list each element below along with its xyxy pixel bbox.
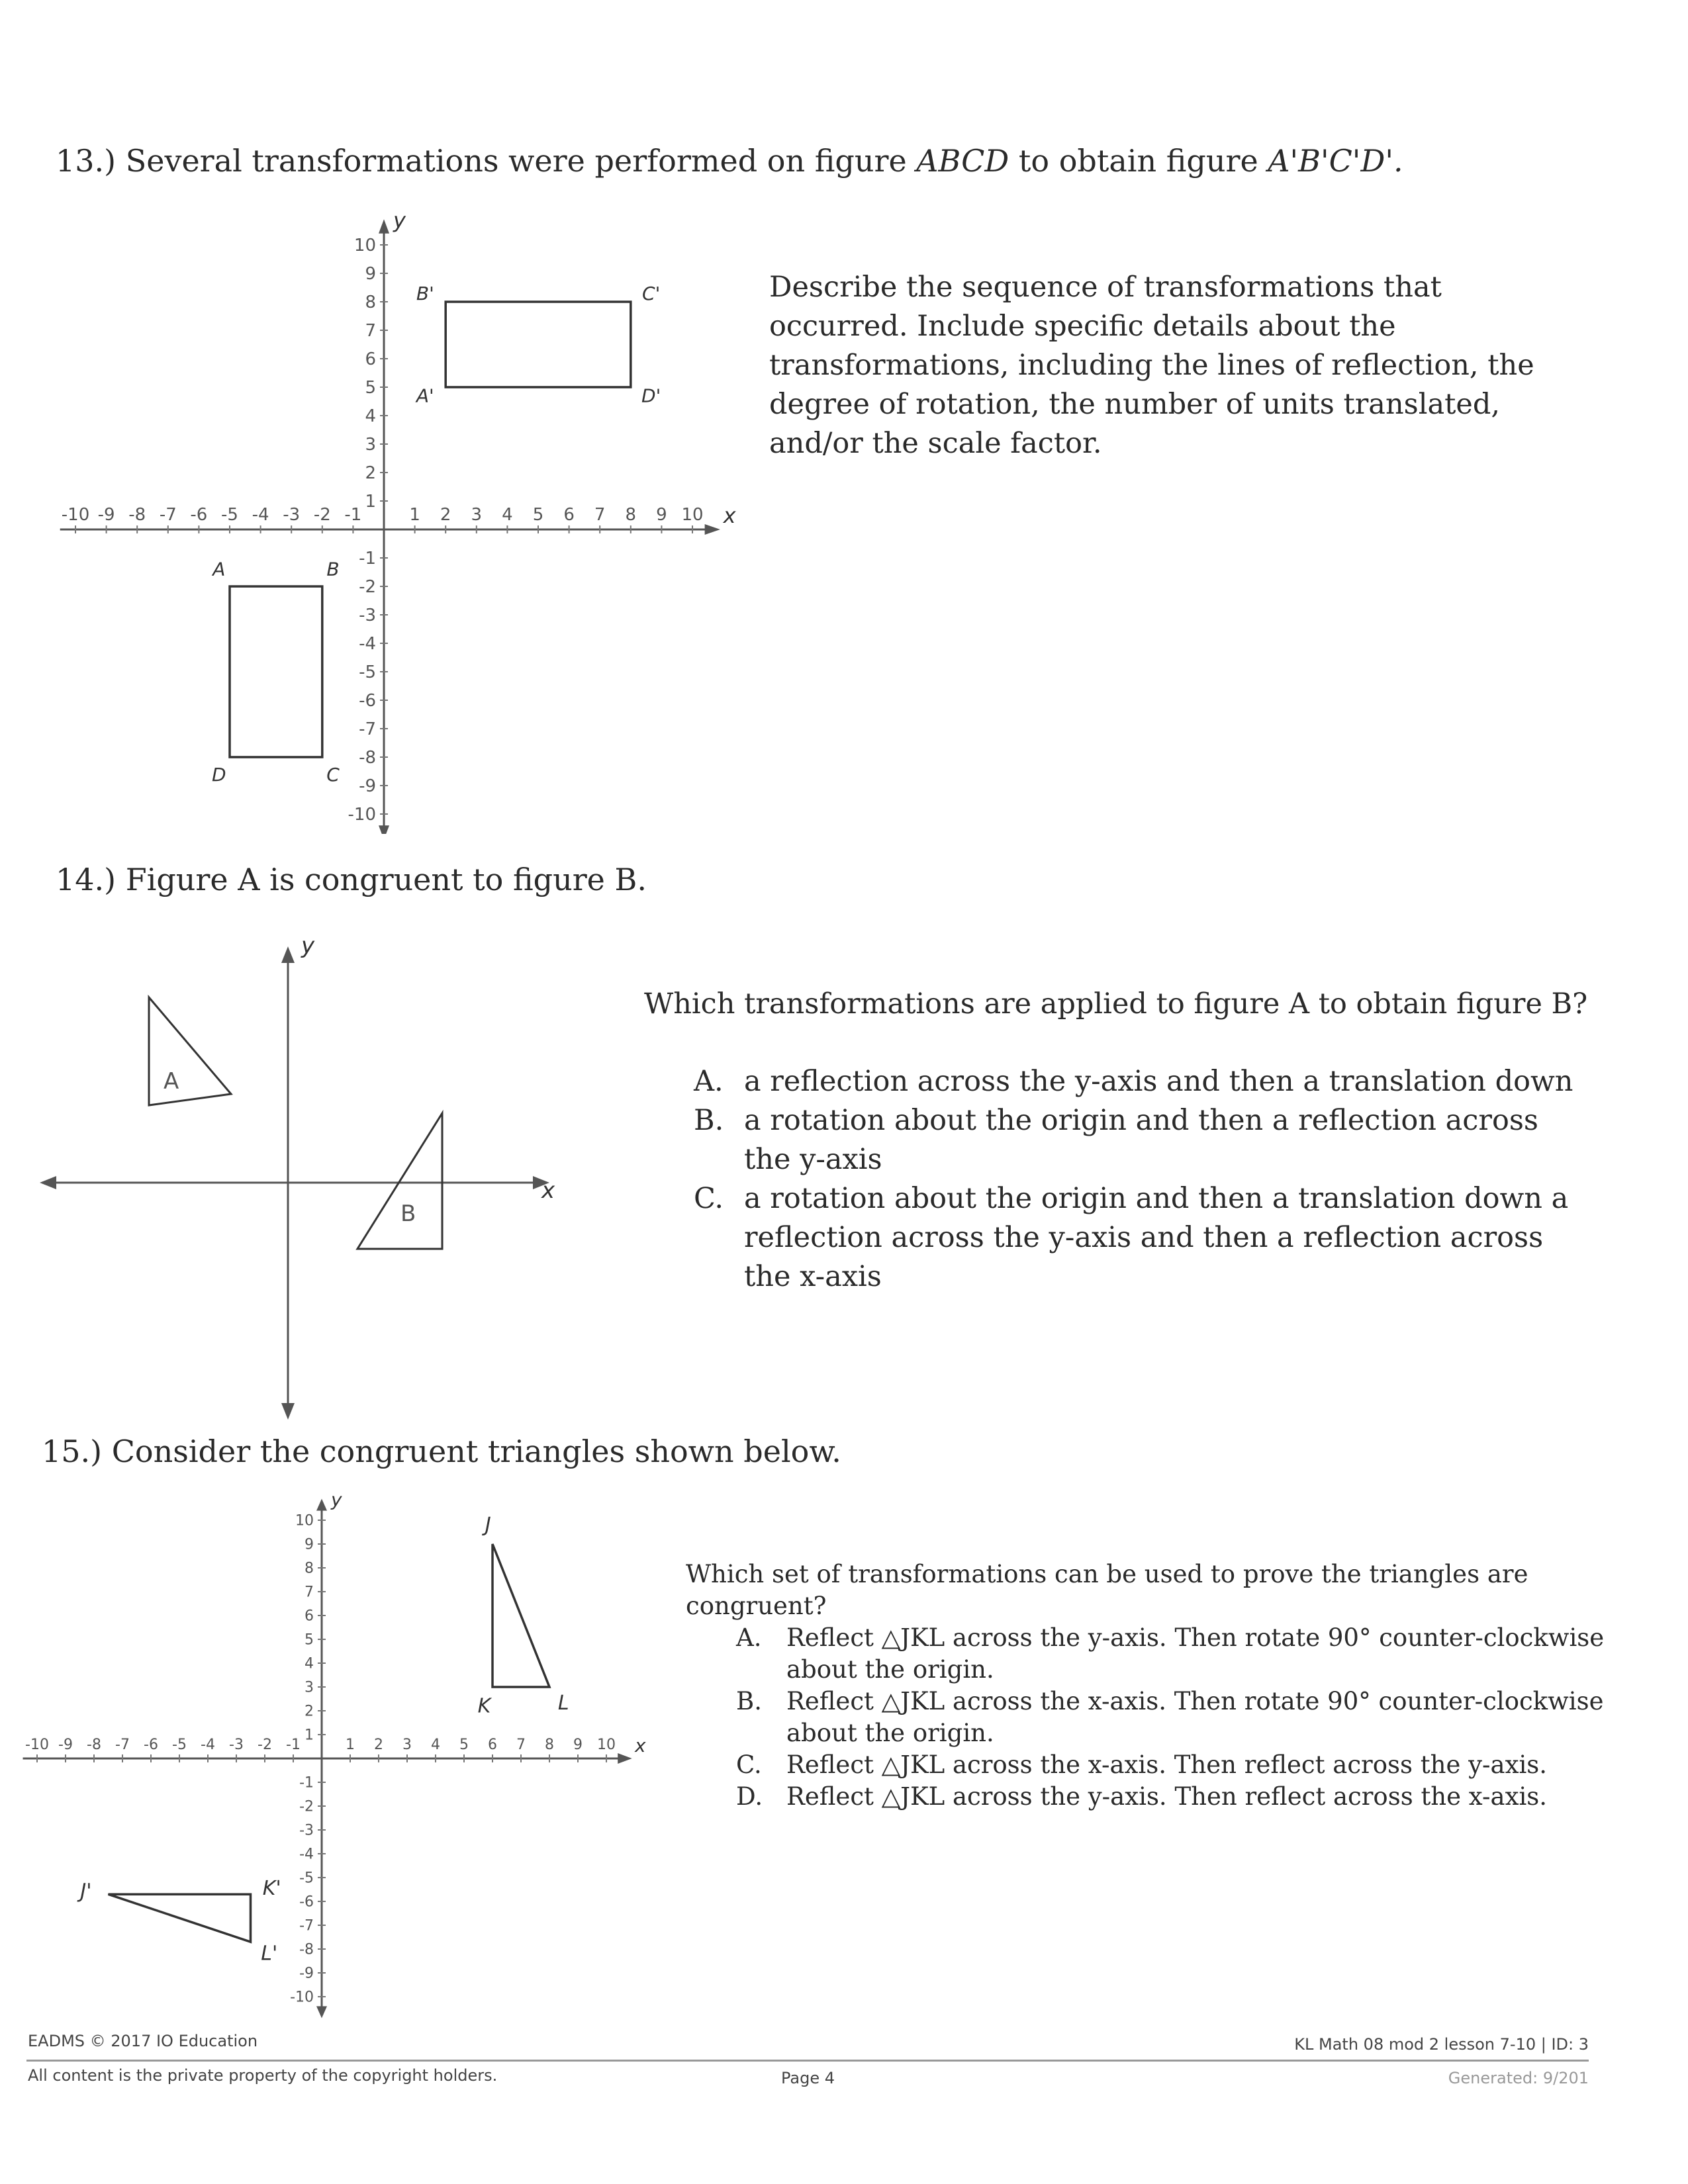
x-tick-label: -4 (252, 505, 269, 525)
y-tick-label: 1 (305, 1727, 314, 1744)
x-tick-label: -5 (172, 1737, 187, 1753)
figure-b-label: B (400, 1201, 416, 1227)
q13-prompt (769, 268, 1630, 463)
x-axis-label: x (635, 1735, 646, 1756)
choice-text-line: a rotation about the origin and then a translation down a (744, 1182, 1569, 1215)
y-axis-label: y (393, 208, 406, 234)
x-tick-label: 6 (563, 505, 575, 525)
q15-coordinate-graph (0, 0, 662, 2038)
x-axis-label: x (541, 1177, 555, 1204)
x-tick-label: -8 (87, 1737, 101, 1753)
x-tick-label: 1 (409, 505, 420, 525)
x-tick-label: 2 (440, 505, 451, 525)
choice-letter: D. (736, 1782, 763, 1811)
x-tick-label: 8 (545, 1737, 554, 1753)
y-arrow-up-icon (316, 1499, 327, 1511)
y-tick-label: -5 (299, 1870, 314, 1887)
choice-c (736, 1749, 1626, 1781)
choice-text-line: about the origin. (786, 1719, 994, 1747)
choice-c (694, 1179, 1594, 1297)
y-tick-label: -2 (359, 577, 376, 598)
q14-choices (694, 1062, 1594, 1297)
footer-publisher: EADMS © 2017 IO Education (28, 2032, 258, 2050)
x-tick-label: -2 (258, 1737, 272, 1753)
choice-text-line: a rotation about the origin and then a reflection across (744, 1104, 1538, 1137)
x-tick-label: -1 (344, 505, 362, 525)
y-axis-label: y (301, 933, 315, 959)
x-tick-label: -6 (144, 1737, 158, 1753)
choice-letter: A. (694, 1065, 724, 1098)
x-tick-label: -8 (128, 505, 146, 525)
vertex-label: J' (80, 1880, 92, 1903)
q13-prompt-line: occurred. Include specific details about the (769, 310, 1396, 343)
footer-assessment-id: KL Math 08 mod 2 lesson 7-10 | ID: 3 (1294, 2035, 1589, 2054)
y-axis-label: y (331, 1488, 342, 1511)
x-tick-label: 10 (597, 1737, 616, 1753)
q15-title: 15.) Consider the congruent triangles shown below. (42, 1433, 841, 1469)
x-tick-label: 2 (374, 1737, 383, 1753)
y-tick-label: 3 (305, 1679, 314, 1696)
y-arrow-down-icon (316, 2006, 327, 2018)
q13-prompt-line: degree of rotation, the number of units translated, (769, 388, 1501, 421)
y-tick-label: -10 (290, 1989, 314, 2006)
choice-text-line: the x-axis (744, 1260, 882, 1293)
y-tick-label: -2 (299, 1798, 314, 1815)
y-tick-label: 4 (305, 1655, 314, 1672)
y-tick-label: 4 (365, 406, 376, 427)
x-tick-label: 9 (573, 1737, 583, 1753)
x-tick-label: 9 (656, 505, 667, 525)
footer-divider (26, 2060, 1589, 2062)
y-tick-label: 2 (305, 1703, 314, 1720)
vertex-label: A (212, 558, 226, 580)
y-tick-label: 6 (305, 1608, 314, 1625)
x-tick-label: -1 (286, 1737, 301, 1753)
y-tick-label: 8 (305, 1560, 314, 1577)
y-tick-label: -3 (299, 1822, 314, 1839)
choice-text-line: reflection across the y-axis and then a reflection across (744, 1221, 1544, 1254)
y-tick-label: 5 (365, 378, 376, 398)
choice-b (694, 1101, 1594, 1179)
choice-text (744, 1101, 1538, 1179)
choice-letter: C. (736, 1751, 762, 1779)
y-tick-label: -9 (299, 1965, 314, 1982)
vertex-label: C (326, 764, 340, 786)
vertex-label: D (212, 764, 226, 786)
vertex-label: C' (642, 283, 661, 305)
choice-letter: B. (736, 1687, 762, 1715)
x-arrow-icon (618, 1753, 632, 1764)
x-tick-label: 10 (681, 505, 704, 525)
y-tick-label: 7 (365, 321, 376, 341)
choice-letter: A. (736, 1623, 762, 1652)
y-tick-label: -10 (348, 805, 376, 825)
q13-image-name: A'B'C'D'. (1268, 143, 1403, 179)
y-tick-label: 7 (305, 1584, 314, 1601)
x-tick-label: 6 (488, 1737, 497, 1753)
vertex-label: B' (416, 283, 434, 305)
x-tick-label: -9 (58, 1737, 73, 1753)
y-tick-label: 10 (295, 1512, 314, 1529)
choice-text (786, 1686, 1604, 1749)
choice-a (694, 1062, 1594, 1101)
x-tick-label: -10 (25, 1737, 49, 1753)
choice-b (736, 1686, 1626, 1749)
y-tick-label: 2 (365, 463, 376, 484)
figure-a-label: A (164, 1068, 179, 1095)
y-tick-label: -8 (299, 1941, 314, 1958)
choice-letter: B. (694, 1104, 724, 1137)
vertex-label: L (557, 1691, 569, 1715)
q13-prompt-line: Describe the sequence of transformations that (769, 271, 1442, 304)
q14-title: 14.) Figure A is congruent to figure B. (56, 862, 647, 897)
y-tick-label: -1 (299, 1774, 314, 1792)
y-tick-label: -7 (359, 719, 376, 740)
x-tick-label: 4 (502, 505, 513, 525)
x-tick-label: 3 (402, 1737, 412, 1753)
choice-text-line: a reflection across the y-axis and then a translation down (744, 1065, 1573, 1098)
triangle-j-prime-k-prime-l-prime (109, 1894, 251, 1942)
y-tick-label: 3 (365, 435, 376, 455)
vertex-label: J (485, 1514, 491, 1537)
vertex-label: K (477, 1694, 491, 1718)
x-tick-label: 5 (459, 1737, 469, 1753)
y-tick-label: -4 (299, 1846, 314, 1863)
x-tick-label: -4 (201, 1737, 215, 1753)
y-tick-label: -5 (359, 662, 376, 683)
x-tick-label: 1 (346, 1737, 355, 1753)
y-tick-label: -1 (359, 549, 376, 569)
choice-text-line: Reflect △JKL across the y-axis. Then reflect across the x-axis. (786, 1782, 1548, 1811)
q13-title-text: 13.) Several transformations were performed on figure (56, 143, 917, 179)
x-tick-label: -6 (190, 505, 208, 525)
vertex-label: D' (641, 385, 661, 407)
y-tick-label: 6 (365, 349, 376, 370)
vertex-label: B (326, 558, 340, 580)
x-arrow-icon (705, 524, 720, 535)
vertex-label: L' (261, 1942, 278, 1966)
x-tick-label: 7 (594, 505, 606, 525)
x-tick-label: -3 (283, 505, 301, 525)
y-tick-label: -7 (299, 1917, 314, 1934)
choice-text (744, 1062, 1573, 1101)
x-tick-label: -9 (97, 505, 115, 525)
x-tick-label: -3 (229, 1737, 244, 1753)
q14-question: Which transformations are applied to figure A to obtain figure B? (644, 987, 1588, 1021)
q15-question-block (686, 1559, 1626, 1813)
choice-text (786, 1749, 1547, 1781)
footer-generated-date: Generated: 9/201 (1448, 2069, 1589, 2087)
x-tick-label: -7 (115, 1737, 130, 1753)
q13-figure-name: ABCD (916, 143, 1009, 179)
choice-text (786, 1781, 1547, 1813)
y-tick-label: -8 (359, 748, 376, 768)
x-tick-label: 4 (431, 1737, 440, 1753)
choice-text-line: the y-axis (744, 1143, 882, 1176)
vertex-label: K' (262, 1877, 281, 1901)
choice-text-line: Reflect △JKL across the x-axis. Then rotate 90° counter-clockwise (786, 1687, 1604, 1715)
q13-prompt-line: and/or the scale factor. (769, 427, 1102, 460)
x-tick-label: -5 (221, 505, 238, 525)
y-tick-label: 1 (365, 492, 376, 512)
x-axis-label: x (723, 503, 736, 528)
choice-text-line: about the origin. (786, 1655, 994, 1684)
x-tick-label: 3 (471, 505, 483, 525)
q13-title-text-2: to obtain figure (1009, 143, 1268, 179)
y-tick-label: 9 (365, 264, 376, 285)
footer-copyright: All content is the private property of the copyright holders. (28, 2066, 498, 2085)
q15-question-line: Which set of transformations can be used to prove the triangles are (686, 1560, 1528, 1588)
y-tick-label: 9 (305, 1536, 314, 1553)
x-tick-label: 8 (625, 505, 637, 525)
choice-letter: C. (694, 1182, 724, 1215)
choice-text (744, 1179, 1568, 1297)
y-tick-label: -6 (299, 1893, 314, 1911)
y-tick-label: -6 (359, 691, 376, 711)
vertex-label: A' (416, 385, 434, 407)
x-tick-label: -2 (313, 505, 331, 525)
y-tick-label: 10 (353, 236, 376, 256)
triangle-jkl (492, 1544, 549, 1687)
choice-a (736, 1622, 1626, 1686)
x-tick-label: -10 (61, 505, 90, 525)
q15-question-line: congruent? (686, 1592, 827, 1620)
choice-text-line: Reflect △JKL across the x-axis. Then reflect across the y-axis. (786, 1751, 1548, 1779)
y-tick-label: 8 (365, 293, 376, 313)
y-tick-label: 5 (305, 1631, 314, 1649)
choice-text (786, 1622, 1604, 1686)
q13-prompt-line: transformations, including the lines of reflection, the (769, 349, 1534, 382)
y-tick-label: -3 (359, 606, 376, 626)
x-tick-label: 7 (516, 1737, 526, 1753)
x-tick-label: -7 (159, 505, 177, 525)
y-tick-label: -9 (359, 776, 376, 797)
x-tick-label: 5 (532, 505, 544, 525)
footer-page-number: Page 4 (781, 2069, 835, 2087)
choice-d (736, 1781, 1626, 1813)
choice-text-line: Reflect △JKL across the y-axis. Then rotate 90° counter-clockwise (786, 1623, 1605, 1652)
y-tick-label: -4 (359, 634, 376, 655)
q15-choices (686, 1622, 1626, 1813)
